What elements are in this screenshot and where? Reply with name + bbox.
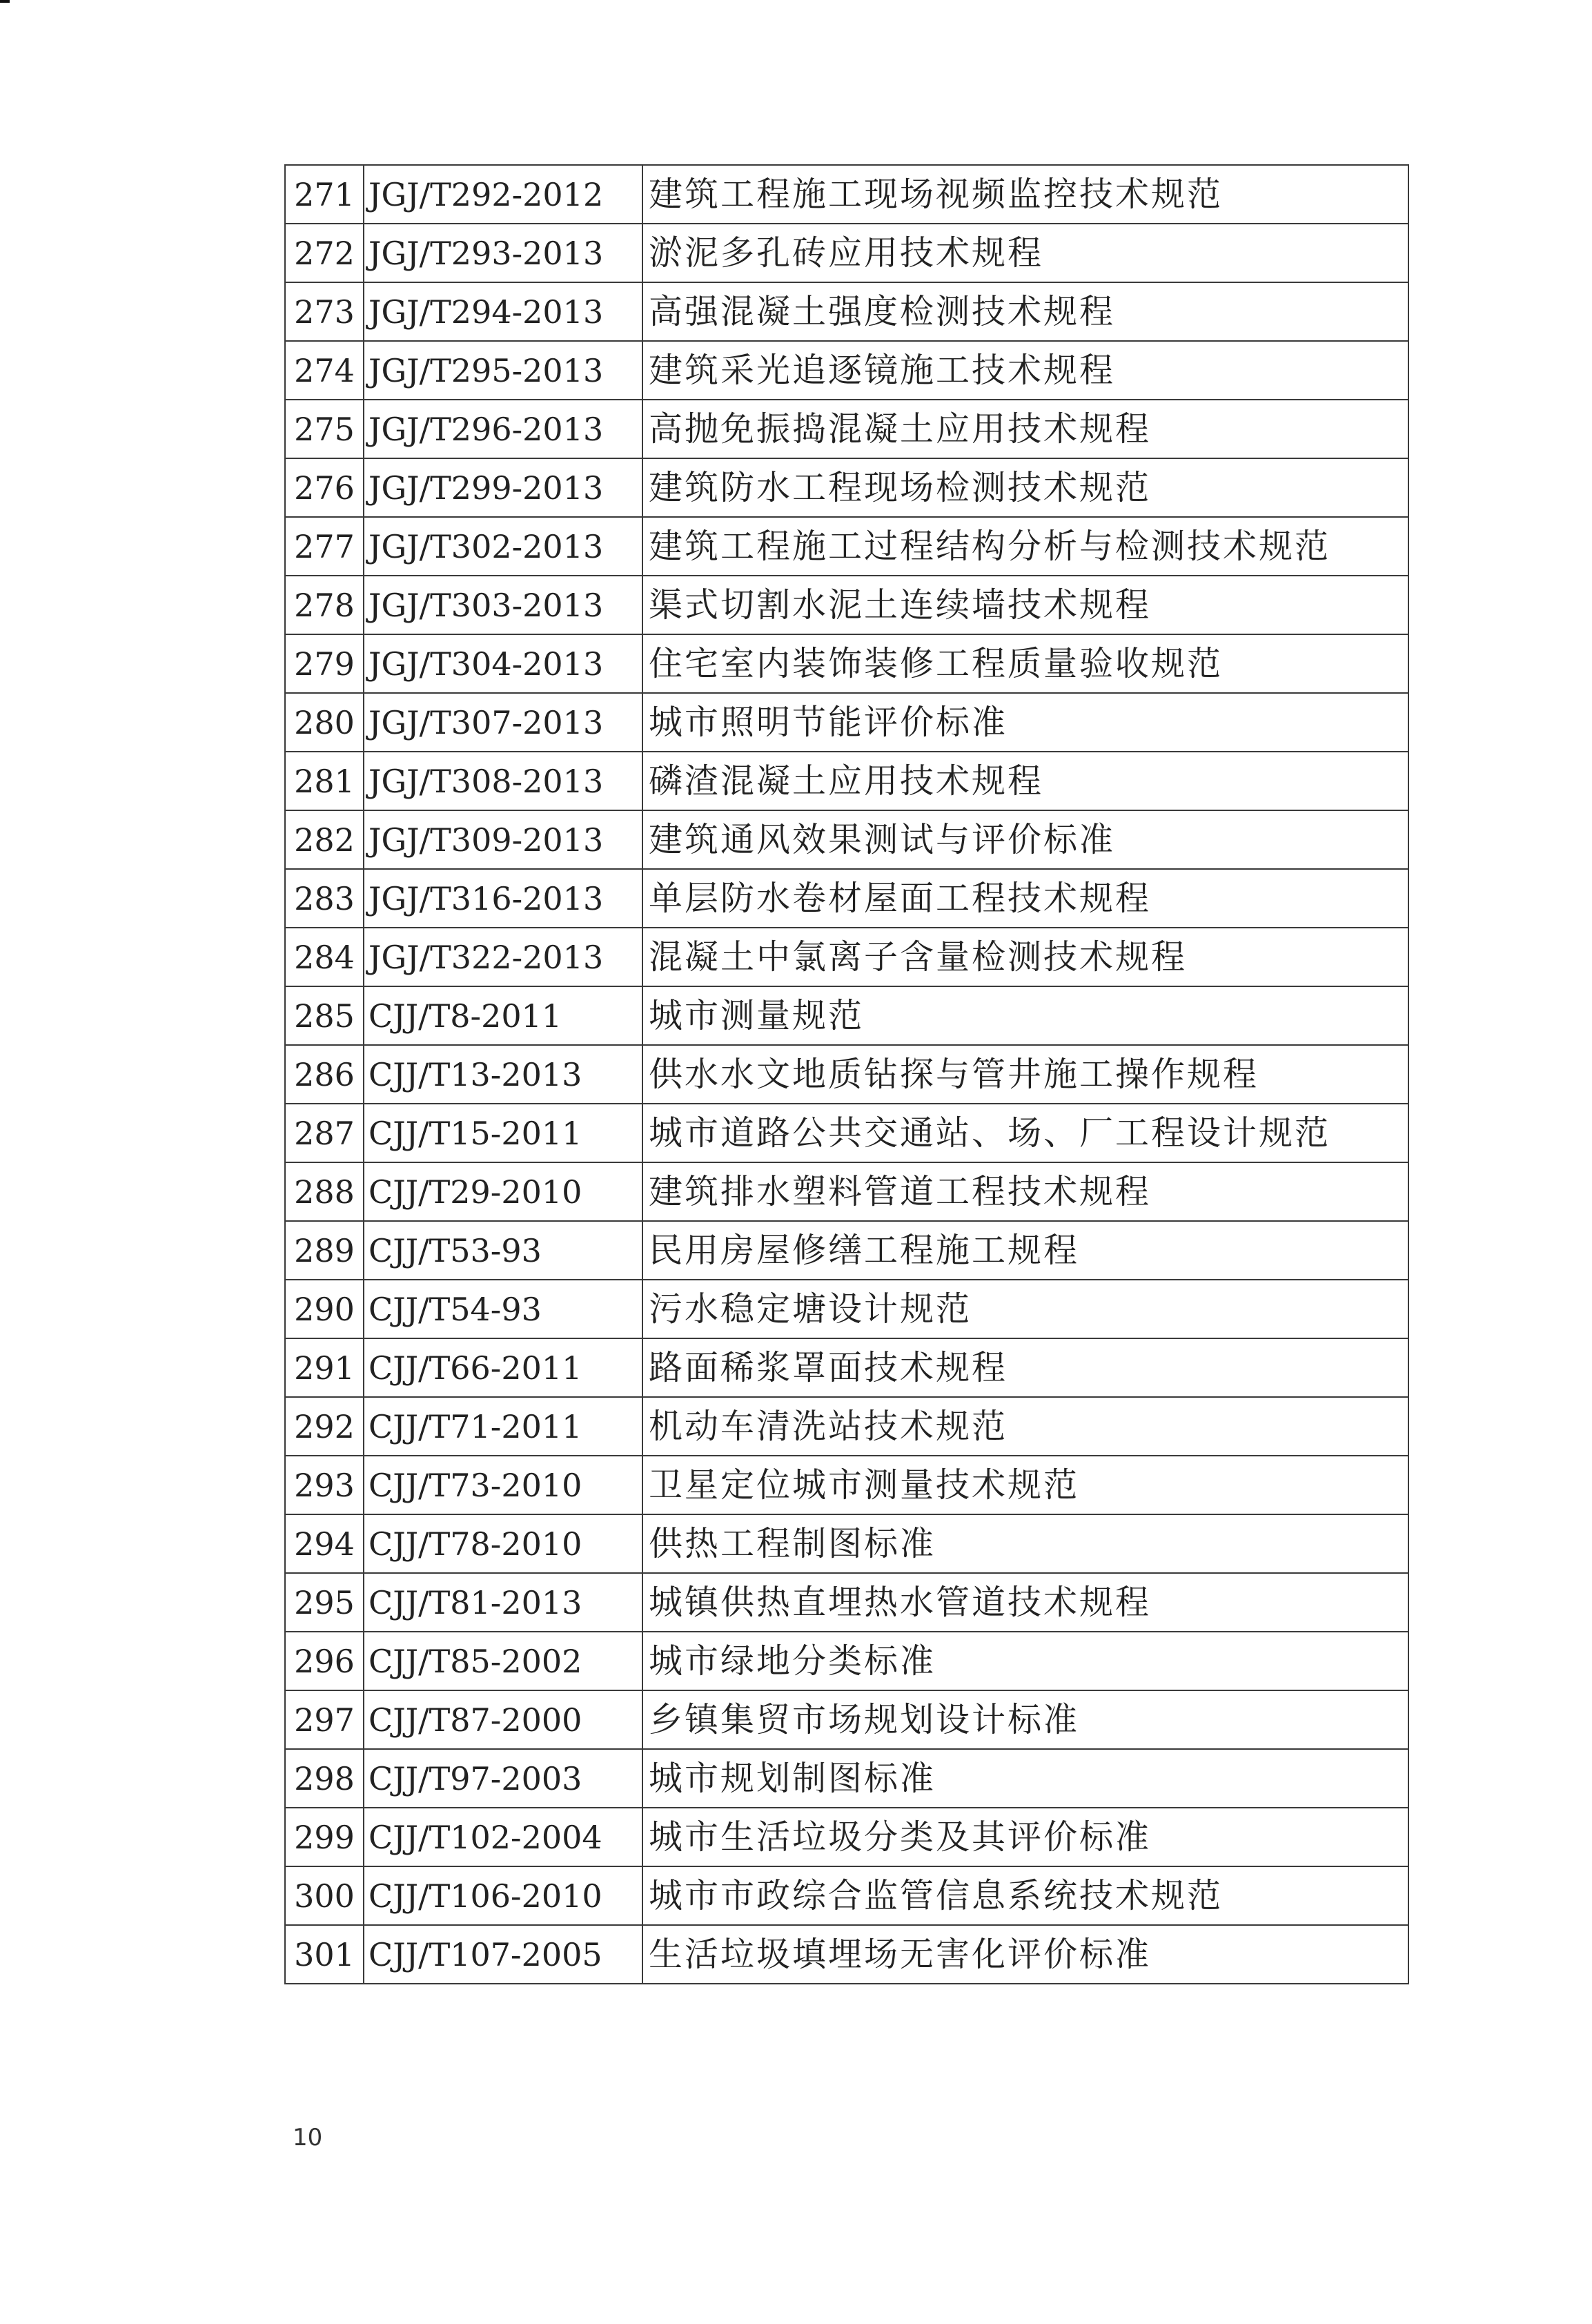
row-number-cell: 301 [285,1925,364,1984]
standard-code-cell: CJJ/T71-2011 [364,1397,642,1456]
row-number-cell: 291 [285,1338,364,1397]
standard-title-cell: 建筑采光追逐镜施工技术规程 [642,341,1408,400]
standard-code-cell: JGJ/T307-2013 [364,693,642,752]
standard-code-cell: JGJ/T309-2013 [364,810,642,869]
standard-title-cell: 城市道路公共交通站、场、厂工程设计规范 [642,1104,1408,1162]
table-row [285,810,1408,869]
table-row [285,1162,1408,1221]
row-number-cell: 289 [285,1221,364,1280]
standard-code-cell: CJJ/T106-2010 [364,1866,642,1925]
standard-title-cell: 混凝土中氯离子含量检测技术规程 [642,928,1408,986]
standard-code-cell: JGJ/T299-2013 [364,458,642,517]
table-row [285,928,1408,986]
standard-title-cell: 城市生活垃圾分类及其评价标准 [642,1808,1408,1866]
row-number-cell: 300 [285,1866,364,1925]
standard-code-cell: CJJ/T53-93 [364,1221,642,1280]
table-row [285,1221,1408,1280]
table-row [285,1045,1408,1104]
standard-code-cell: CJJ/T102-2004 [364,1808,642,1866]
standard-title-cell: 供水水文地质钻探与管井施工操作规程 [642,1045,1408,1104]
row-number-cell: 298 [285,1749,364,1808]
standard-title-cell: 建筑工程施工现场视频监控技术规范 [642,165,1408,224]
row-number-cell: 273 [285,282,364,341]
table-row [285,224,1408,282]
table-row [285,1104,1408,1162]
row-number-cell: 281 [285,752,364,810]
standard-code-cell: CJJ/T78-2010 [364,1514,642,1573]
table-row [285,1280,1408,1338]
standard-code-cell: JGJ/T304-2013 [364,634,642,693]
table-row [285,1690,1408,1749]
standard-title-cell: 城市市政综合监管信息系统技术规范 [642,1866,1408,1925]
table-row [285,165,1408,224]
table-row [285,1338,1408,1397]
table-row [285,986,1408,1045]
standard-code-cell: JGJ/T294-2013 [364,282,642,341]
standard-title-cell: 单层防水卷材屋面工程技术规程 [642,869,1408,928]
table-row [285,1397,1408,1456]
standard-title-cell: 生活垃圾填埋场无害化评价标准 [642,1925,1408,1984]
table-row [285,1456,1408,1514]
standard-code-cell: CJJ/T97-2003 [364,1749,642,1808]
row-number-cell: 278 [285,576,364,634]
standard-title-cell: 磷渣混凝土应用技术规程 [642,752,1408,810]
table-row [285,693,1408,752]
row-number-cell: 271 [285,165,364,224]
standard-code-cell: JGJ/T302-2013 [364,517,642,576]
standard-title-cell: 高抛免振捣混凝土应用技术规程 [642,400,1408,458]
standard-title-cell: 建筑通风效果测试与评价标准 [642,810,1408,869]
standard-code-cell: CJJ/T81-2013 [364,1573,642,1632]
standard-title-cell: 供热工程制图标准 [642,1514,1408,1573]
row-number-cell: 297 [285,1690,364,1749]
row-number-cell: 292 [285,1397,364,1456]
standard-code-cell: JGJ/T303-2013 [364,576,642,634]
row-number-cell: 288 [285,1162,364,1221]
table-row [285,341,1408,400]
standard-code-cell: CJJ/T66-2011 [364,1338,642,1397]
row-number-cell: 277 [285,517,364,576]
standard-title-cell: 城市照明节能评价标准 [642,693,1408,752]
row-number-cell: 284 [285,928,364,986]
standard-code-cell: CJJ/T87-2000 [364,1690,642,1749]
standard-title-cell: 高强混凝土强度检测技术规程 [642,282,1408,341]
standard-code-cell: JGJ/T292-2012 [364,165,642,224]
row-number-cell: 272 [285,224,364,282]
standard-title-cell: 渠式切割水泥土连续墙技术规程 [642,576,1408,634]
row-number-cell: 282 [285,810,364,869]
standards-table [284,164,1409,1984]
standard-title-cell: 卫星定位城市测量技术规范 [642,1456,1408,1514]
standard-title-cell: 建筑排水塑料管道工程技术规程 [642,1162,1408,1221]
standard-title-cell: 淤泥多孔砖应用技术规程 [642,224,1408,282]
row-number-cell: 293 [285,1456,364,1514]
standard-code-cell: JGJ/T308-2013 [364,752,642,810]
row-number-cell: 276 [285,458,364,517]
page-number: 10 [293,2124,323,2151]
standard-code-cell: CJJ/T8-2011 [364,986,642,1045]
standard-code-cell: CJJ/T15-2011 [364,1104,642,1162]
row-number-cell: 290 [285,1280,364,1338]
standard-title-cell: 建筑工程施工过程结构分析与检测技术规范 [642,517,1408,576]
row-number-cell: 296 [285,1632,364,1690]
row-number-cell: 294 [285,1514,364,1573]
standard-code-cell: CJJ/T73-2010 [364,1456,642,1514]
table-row [285,752,1408,810]
standard-title-cell: 污水稳定塘设计规范 [642,1280,1408,1338]
row-number-cell: 286 [285,1045,364,1104]
table-row [285,1749,1408,1808]
standard-title-cell: 城市绿地分类标准 [642,1632,1408,1690]
table-row [285,1573,1408,1632]
row-number-cell: 285 [285,986,364,1045]
standard-code-cell: CJJ/T85-2002 [364,1632,642,1690]
row-number-cell: 275 [285,400,364,458]
standard-title-cell: 城镇供热直埋热水管道技术规程 [642,1573,1408,1632]
standard-code-cell: CJJ/T13-2013 [364,1045,642,1104]
standard-code-cell: JGJ/T322-2013 [364,928,642,986]
standard-title-cell: 城市规划制图标准 [642,1749,1408,1808]
standard-code-cell: CJJ/T54-93 [364,1280,642,1338]
row-number-cell: 295 [285,1573,364,1632]
row-number-cell: 274 [285,341,364,400]
standard-code-cell: JGJ/T316-2013 [364,869,642,928]
row-number-cell: 280 [285,693,364,752]
table-row [285,400,1408,458]
standard-title-cell: 住宅室内装饰装修工程质量验收规范 [642,634,1408,693]
standard-code-cell: JGJ/T293-2013 [364,224,642,282]
standard-title-cell: 机动车清洗站技术规范 [642,1397,1408,1456]
standard-title-cell: 民用房屋修缮工程施工规程 [642,1221,1408,1280]
row-number-cell: 299 [285,1808,364,1866]
standards-table-body [285,165,1408,1984]
standard-title-cell: 路面稀浆罩面技术规程 [642,1338,1408,1397]
table-row [285,634,1408,693]
table-row [285,517,1408,576]
standard-code-cell: CJJ/T29-2010 [364,1162,642,1221]
standard-title-cell: 建筑防水工程现场检测技术规范 [642,458,1408,517]
table-row [285,458,1408,517]
table-row [285,869,1408,928]
table-row [285,282,1408,341]
table-row [285,1632,1408,1690]
table-row [285,1866,1408,1925]
scan-corner-mark [0,0,10,3]
row-number-cell: 283 [285,869,364,928]
table-row [285,1514,1408,1573]
table-row [285,1808,1408,1866]
standard-code-cell: JGJ/T296-2013 [364,400,642,458]
standard-title-cell: 乡镇集贸市场规划设计标准 [642,1690,1408,1749]
table-row [285,576,1408,634]
standard-code-cell: JGJ/T295-2013 [364,341,642,400]
standard-title-cell: 城市测量规范 [642,986,1408,1045]
row-number-cell: 287 [285,1104,364,1162]
row-number-cell: 279 [285,634,364,693]
table-row [285,1925,1408,1984]
standard-code-cell: CJJ/T107-2005 [364,1925,642,1984]
